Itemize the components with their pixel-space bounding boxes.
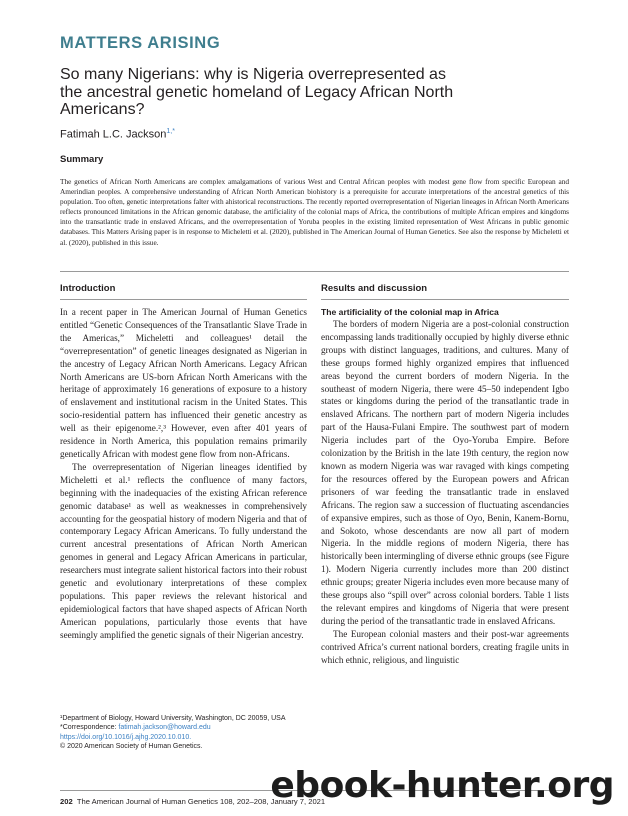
doi-link[interactable]: https://doi.org/10.1016/j.ajhg.2020.10.010.	[60, 733, 192, 741]
copyright: © 2020 American Society of Human Genetics.	[60, 743, 203, 751]
affiliation: ¹Department of Biology, Howard University, Washington, DC 20059, USA	[60, 715, 286, 722]
results-heading: Results and discussion	[321, 283, 428, 294]
author-line	[60, 128, 175, 141]
summary-text: The genetics of African North Americans are complex amalgamations of various West and Central African peoples with modest gene flow from specific European and Amerindian peoples. A comprehensive understanding of African North American biohistory is a prerequisite for accurate interpretations of the ancestral genetics of this population. Too often, genetic interpretations falter with ahistorical reconstructions. The recently reported overrepresentation of Nigerian lineages in African North Americans reflects pronounced limitations in the African genomic database, the artificiality of the colonial maps of Africa, the contributions of multiple African empires and kingdoms into the transatlantic trade in enslaved Africans, and the overrepresentation of Yoruba peoples in the existing limited representation of West Africans in public genomic databases. This Matters Arising paper is in response to Micheletti et al. (2020), published in The American Journal of Human Genetics. See also the response by Micheletti et al. (2020), published in this issue.	[60, 177, 569, 247]
subsection-heading: The artificiality of the colonial map in Africa	[321, 307, 499, 317]
page-number: 202	[60, 797, 73, 806]
article-title: So many Nigerians: why is Nigeria overrepresented as the ancestral genetic homeland of Legacy African North Americans?	[60, 66, 454, 118]
divider	[321, 299, 569, 300]
section-label: MATTERS ARISING	[60, 34, 221, 52]
author-affiliation-marker[interactable]: 1,*	[166, 128, 175, 135]
summary-heading: Summary	[60, 154, 104, 165]
divider	[60, 271, 569, 272]
correspondence	[60, 723, 286, 732]
journal-citation: The American Journal of Human Genetics 108, 202–208, January 7, 2021	[76, 797, 326, 806]
intro-paragraph-1: In a recent paper in The American Journal of Human Genetics entitled “Genetic Consequences of the Transatlantic Slave Trade in the Americas,” Micheletti and colleagues¹ detail the “overrepresentation” of genetic lineages designated as Nigerian in the ancestry of Legacy African North Americans. Legacy African North Americans are US-born African North Americans with the heritage of approximately 16 generations of exposure to a history of enslavement and institutional racism in the United States. This socio-residential pattern has influenced their genetic ancestry as well as their epigenome.²,³ However, even after 401 years of residence in North America, this population remains primarily genetically African with modest gene flow from non-Africans.	[60, 307, 307, 459]
left-column	[60, 306, 307, 642]
watermark: ebook-hunter.org	[270, 765, 614, 806]
results-paragraph-2: The European colonial masters and their post-war agreements contrived Africa’s current national borders, creating fragile units in which ethnic, religious, and linguistic	[321, 628, 569, 665]
footnotes	[60, 714, 286, 752]
results-paragraph-1: The borders of modern Nigeria are a post-colonial construction encompassing lands traditionally occupied by highly diverse ethnic groups with distinct languages, traditions, and cultures. Many of these groups formed highly organized empires that influenced areas beyond the current borders of modern Nigeria. In the southeast of modern Nigeria, there were 45–50 independent Igbo states or kingdoms during the period of the transatlantic trade in enslaved Africans. The northern part of modern Nigeria includes part of the Hausa-Fulani Empire. The southwest part of modern Nigeria includes part of the Oyo-Yoruba Empire. Before colonization by the British in the late 19th century, the region now known as modern Nigeria was war ravaged with kings competing for the resources offered by the European powers and African prisoners of war feeding the transatlantic trade in enslaved Africans. The region saw a succession of fluctuating ascendancies of expansive empires, such as those of Oyo, Benin, Kanem-Bornu, and Sokoto, whose descendants are now all part of modern Nigeria. In the middle regions of modern Nigeria, there has historically been intermingling of diverse ethnic groups (see Figure 1). Modern Nigeria currently includes more than 200 distinct ethnic groups; greater Nigeria includes even more because many of these groups also “spill over” across colonial borders. Table 1 lists the relevant empires and kingdoms of Nigeria that were present during the period of the transatlantic trade in enslaved Africans.	[321, 319, 569, 626]
right-column	[321, 318, 569, 666]
author-name: Fatimah L.C. Jackson	[60, 128, 167, 141]
divider	[60, 299, 307, 300]
correspondence-label: *Correspondence:	[60, 724, 119, 732]
introduction-heading: Introduction	[60, 283, 116, 294]
intro-paragraph-2: The overrepresentation of Nigerian lineages identified by Micheletti et al.¹ reflects the confluence of many factors, beginning with the inadequacies of the existing African reference genomic database¹ as well as weaknesses in comprehensively accounting for the geospatial history of modern Nigeria and that of contemporary Legacy African Americans. To fully understand the current ancestral presentations of African North American genomes in general and Legacy African Americans in particular, researchers must integrate salient historical factors into their robust genetic and evolutionary interpretations of these complex populations. This paper reviews the relevant historical and epidemiological factors that have shaped aspects of African North American populations, particularly those events that have seemingly amplified the genetic signals of their Nigerian ancestry.	[60, 461, 307, 640]
correspondence-email-link[interactable]: fatimah.jackson@howard.edu	[118, 724, 211, 732]
